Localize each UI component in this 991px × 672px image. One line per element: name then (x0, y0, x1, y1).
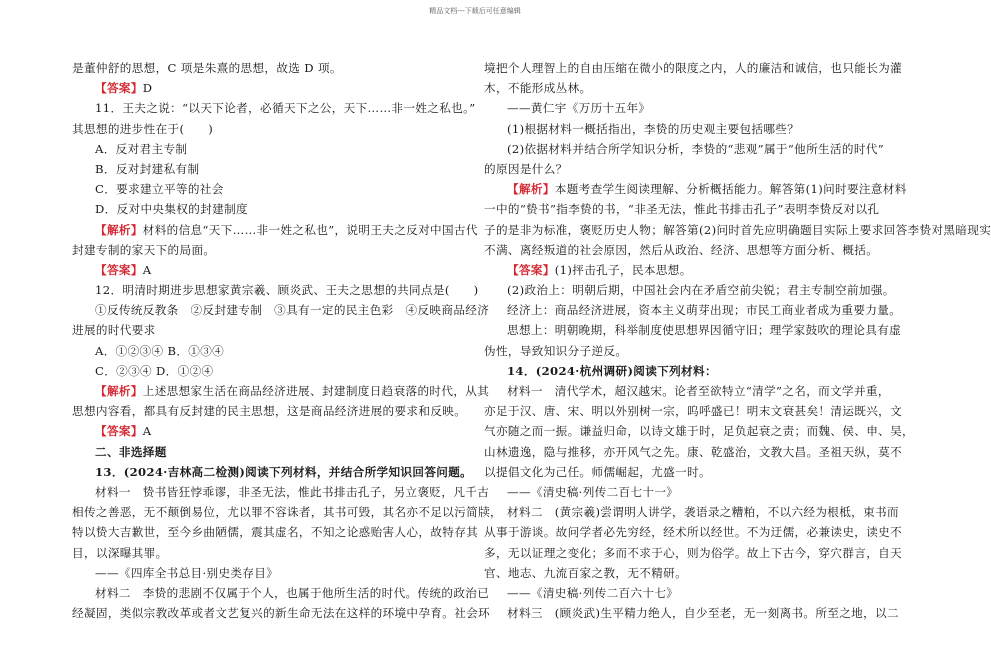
section-heading: 二、非选择题 (95, 444, 167, 459)
explanation-line (72, 381, 490, 401)
answer-text: D (142, 81, 153, 96)
text-line: 是董仲舒的思想，C 项是朱熹的思想，故选 D 项。 (72, 61, 342, 75)
answer-thought: 思想上：明朝晚期，科举制度使思想界因循守旧；理学家鼓吹的理论具有虚 (507, 323, 902, 338)
answer-line (72, 260, 464, 280)
answer-label: 【答案】 (95, 424, 143, 439)
explanation-line (72, 220, 478, 240)
text-line: 境把个人理智上的自由压缩在微小的限度之内，人的廉洁和诚信，也只能长为灌 (484, 61, 903, 75)
sub-question-2-cont: 的原因是什么？ (484, 161, 568, 176)
answer-label: 【答案】 (95, 81, 143, 96)
question-11-cont: 其思想的进步性在于( ) (72, 121, 214, 136)
source-citation: ——黄仁宇《万历十五年》 (507, 101, 651, 116)
option-a: A．反对君主专制 (95, 141, 188, 156)
explanation-label: 【解析】 (95, 222, 143, 237)
text-line: 木，不能形成丛林。 (484, 81, 592, 96)
right-column (484, 58, 991, 623)
question-13: 13．(2024·吉林高二检测)阅读下列材料，并结合所学知识回答问题。 (95, 464, 473, 479)
material-2-cont: 多，无以证理之变化；多而不求于心，则为俗学。故上下古今，穿穴群言，自天 (484, 545, 903, 560)
options-ab: A．①②③④ B．①③④ (95, 343, 225, 358)
answer-politics: (2)政治上：明朝后期，中国社会内在矛盾空前尖锐；君主专制空前加强。 (507, 283, 895, 298)
question-12: 12．明清时期进步思想家黄宗羲、顾炎武、王夫之思想的共同点是( ) (95, 283, 479, 298)
material-3: 材料三 (顾炎武)生平精力绝人，自少至老，无一刻离书。所至之地，以二 (507, 606, 899, 621)
answer-label: 【答案】 (507, 262, 555, 277)
material-1-cont: 山林遗逸，隐与推移，亦开风气之先。康、乾盛治，文教大昌。圣祖天纵，莫不 (484, 444, 903, 459)
material-1-cont: 相传之善恶，无不颠倒易位，尤以罪不容诛者，其书可毁，其名亦不足以污简牍， (72, 505, 502, 520)
explanation-line (484, 179, 907, 199)
explanation-text: 材料的信息“天下……非一姓之私也”，说明王夫之反对中国古代 (142, 222, 478, 237)
left-column (72, 58, 502, 623)
option-b: B．反对封建私有制 (95, 161, 200, 176)
explanation-cont: 一中的“贽书”指李贽的书，“非圣无法，惟此书排击孔子”表明李贽反对以孔 (484, 202, 880, 217)
options-cd: C．②③④ D．①②④ (95, 363, 214, 378)
option-d: D．反对中央集权的封建制度 (95, 202, 248, 217)
material-2-cont: 从事于游谈。故问学者必先穷经，经术所以经世。不为迂儒，必兼读史，读史不 (484, 525, 903, 540)
material-2-cont: 官、地志、九流百家之教，无不精研。 (484, 565, 688, 580)
explanation-cont: 封建专制的家天下的局面。 (72, 242, 216, 257)
source-citation: ——《四库全书总目·别史类存目》 (95, 565, 279, 580)
answer-text: A (142, 262, 152, 277)
explanation-cont: 思想内容看，都具有反封建的民主思想，这是商品经济进展的要求和反映。 (72, 404, 467, 419)
explanation-text: 本题考查学生阅读理解、分析概括能力。解答第(1)问时要注意材料 (554, 182, 907, 197)
source-citation: ——《清史稿·列传二百六十七》 (507, 585, 679, 600)
material-1-cont: 亦足于汉、唐、宋、明以外别树一宗，呜呼盛已！明末文衰甚矣！清运既兴，文 (484, 404, 903, 419)
explanation-label: 【解析】 (95, 384, 143, 398)
explanation-label: 【解析】 (507, 182, 555, 197)
page-header: 精品文档---下载后可任意编辑 (429, 7, 521, 15)
material-1: 材料一 贽书皆狂悖乖谬，非圣无法，惟此书排击孔子，另立褒贬，凡千古 (95, 484, 490, 499)
source-citation: ——《清史稿·列传二百七十一》 (507, 484, 679, 499)
sub-question-2: (2)依据材料并结合所学知识分析，李贽的“悲观”属于“他所生活的时代” (507, 141, 885, 156)
answer-label: 【答案】 (95, 262, 143, 277)
question-12-cont: 进展的时代要求 (72, 323, 156, 338)
answer-economy: 经济上：商品经济进展，资本主义萌芽出现；市民工商业者成为重要力量。 (507, 303, 902, 318)
question-12-items: ①反传统反教条 ②反封建专制 ③具有一定的民主色彩 ④反映商品经济 (95, 303, 490, 318)
question-14: 14．(2024·杭州调研)阅读下列材料： (507, 363, 717, 378)
sub-question-1: (1)根据材料一概括指出，李贽的历史观主要包括哪些？ (507, 121, 800, 136)
answer-text: A (142, 424, 152, 439)
material-1-cont: 目，以深曝其罪。 (72, 545, 168, 560)
material-1: 材料一 清代学术，超汉越宋。论者至欲特立“清学”之名，而文学并重， (507, 384, 890, 398)
material-2-cont: 经凝固，类似宗教改革或者文艺复兴的新生命无法在这样的环境中孕育。社会环 (72, 606, 491, 621)
question-11: 11．王夫之说：“以天下论者，必循天下之公，天下……非一姓之私也。” (95, 101, 476, 116)
material-2: 材料二 李贽的悲剧不仅属于个人，也属于他所生活的时代。传统的政治已 (95, 585, 490, 600)
explanation-cont: 子的是非为标准，褒贬历史人物；解答第(2)问时首先应明确题目实际上要求回答李贽对黑暗现实 (484, 222, 991, 237)
answer-text: (1)抨击孔子，民本思想。 (554, 262, 692, 277)
material-1-cont: 特以贽大吉歉世，至今乡曲陋儒，震其虚名，不知之论惑贻害人心，故特存其 (72, 525, 479, 540)
explanation-text: 上述思想家生活在商品经济进展、封建制度日趋衰落的时代，从其 (142, 384, 490, 398)
answer-line (72, 78, 464, 98)
material-2: 材料二 (黄宗羲)尝谓明人讲学，袭语录之糟粕，不以六经为根柢，束书而 (507, 505, 899, 520)
answer-line (484, 260, 876, 280)
material-1-cont: 气亦随之而一振。谦益归命，以诗文雄于时，足负起衰之责；而魏、侯、申、吴， (484, 424, 914, 439)
answer-line (72, 421, 464, 441)
material-1-cont: 以提倡文化为己任。师儒崛起，尤盛一时。 (484, 464, 711, 479)
option-c: C．要求建立平等的社会 (95, 182, 224, 197)
answer-thought-cont: 伪性，导致知识分子逆反。 (484, 343, 628, 358)
explanation-cont: 不满、离经叛道的社会原因，然后从政治、经济、思想等方面分析、概括。 (484, 242, 879, 257)
